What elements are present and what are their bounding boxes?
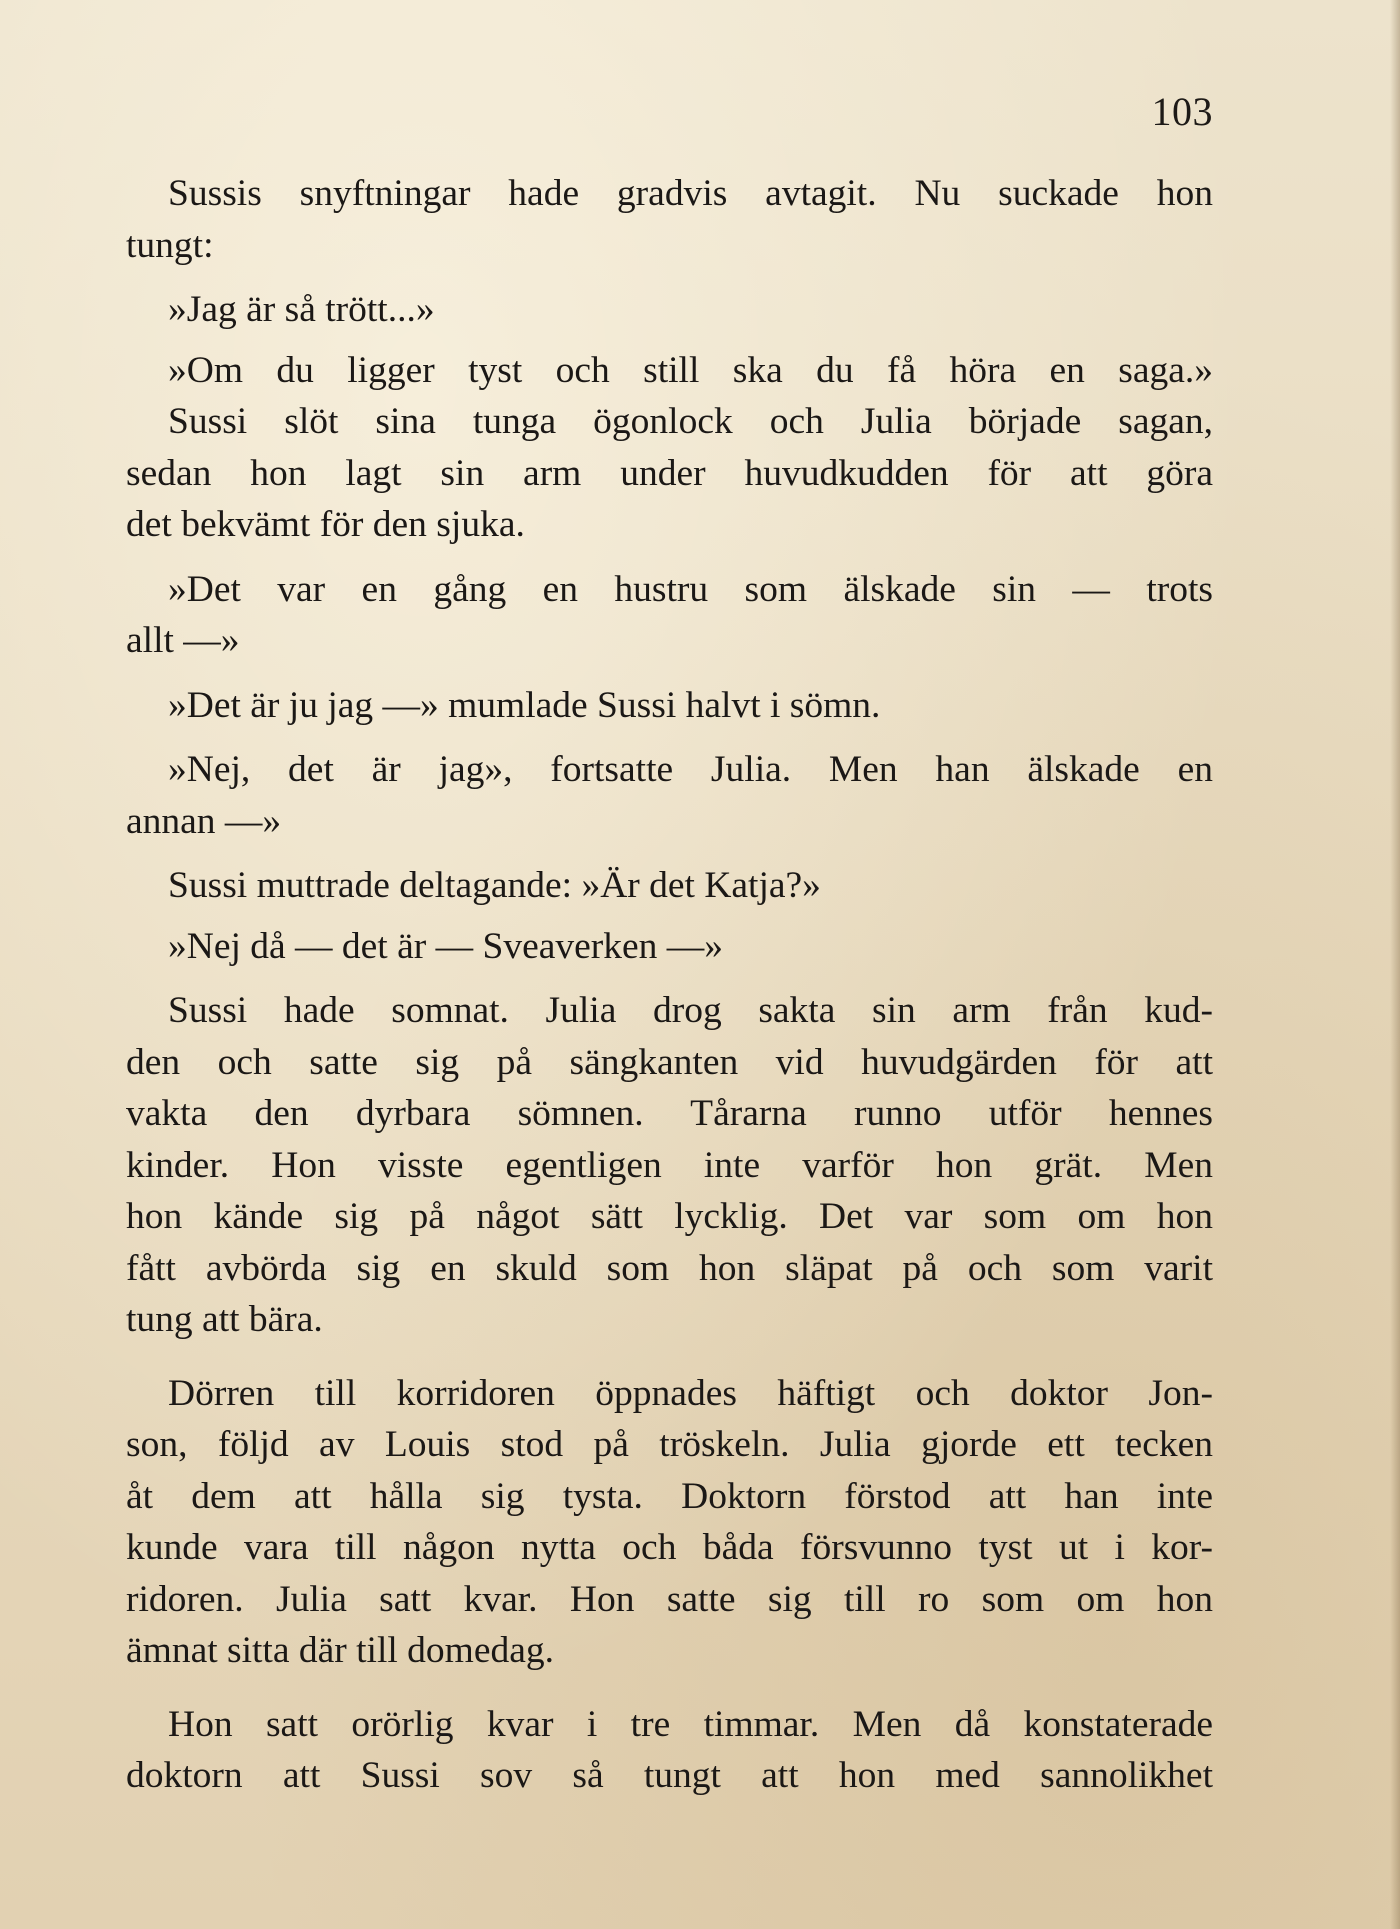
text-line: doktorn att Sussi sov så tungt att hon med sannolikhet	[126, 1755, 1213, 1796]
text-line: »Nej, det är jag», fortsatte Julia. Men han älskade en	[168, 749, 1213, 790]
text-line: allt —»	[126, 620, 240, 661]
text-line: Sussis snyftningar hade gradvis avtagit. Nu suckade hon	[168, 173, 1213, 214]
text-line: Dörren till korridoren öppnades häftigt och doktor Jon-	[168, 1372, 1213, 1414]
text-line: Hon satt orörlig kvar i tre timmar. Men då konstaterade	[168, 1703, 1213, 1745]
text-line: kinder. Hon visste egentligen inte varför hon grät. Men	[126, 1144, 1213, 1186]
text-line: »Det är ju jag —» mumlade Sussi halvt i sömn.	[168, 684, 881, 726]
text-line: »Nej då — det är — Sveaverken —»	[168, 925, 724, 967]
text-line: tung att bära.	[126, 1299, 323, 1340]
text-line: sedan hon lagt sin arm under huvudkudden för att göra	[126, 452, 1213, 494]
text-line: »Om du ligger tyst och still ska du få höra en saga.»	[168, 349, 1213, 391]
text-line: vakta den dyrbara sömnen. Tårarna runno utför hennes	[126, 1093, 1213, 1134]
page-number: 103	[1151, 89, 1213, 134]
text-line: det bekvämt för den sjuka.	[126, 504, 525, 545]
text-line: Sussi slöt sina tunga ögonlock och Julia började sagan,	[168, 401, 1213, 442]
text-line: den och satte sig på sängkanten vid huvudgärden för att	[126, 1041, 1213, 1083]
page-text	[126, 168, 1213, 1802]
text-line: fått avbörda sig en skuld som hon släpat på och som varit	[126, 1247, 1213, 1289]
text-line: kunde vara till någon nytta och båda försvunno tyst ut i kor-	[126, 1527, 1213, 1568]
text-line: hon kände sig på något sätt lycklig. Det var som om hon	[126, 1196, 1213, 1237]
text-line: åt dem att hålla sig tysta. Doktorn förstod att han inte	[126, 1475, 1213, 1517]
text-line: annan —»	[126, 800, 282, 842]
text-line: »Det var en gång en hustru som älskade sin — trots	[168, 568, 1213, 610]
text-line: »Jag är så trött...»	[168, 289, 435, 330]
text-line: son, följd av Louis stod på tröskeln. Julia gjorde ett tecken	[126, 1424, 1213, 1465]
text-line: Sussi hade somnat. Julia drog sakta sin arm från kud-	[168, 990, 1213, 1031]
text-line: ämnat sitta där till domedag.	[126, 1630, 555, 1671]
text-line: tungt:	[126, 224, 214, 266]
text-line: ridoren. Julia satt kvar. Hon satte sig till ro som om hon	[126, 1578, 1213, 1620]
text-line: Sussi muttrade deltagande: »Är det Katja?»	[168, 865, 821, 906]
